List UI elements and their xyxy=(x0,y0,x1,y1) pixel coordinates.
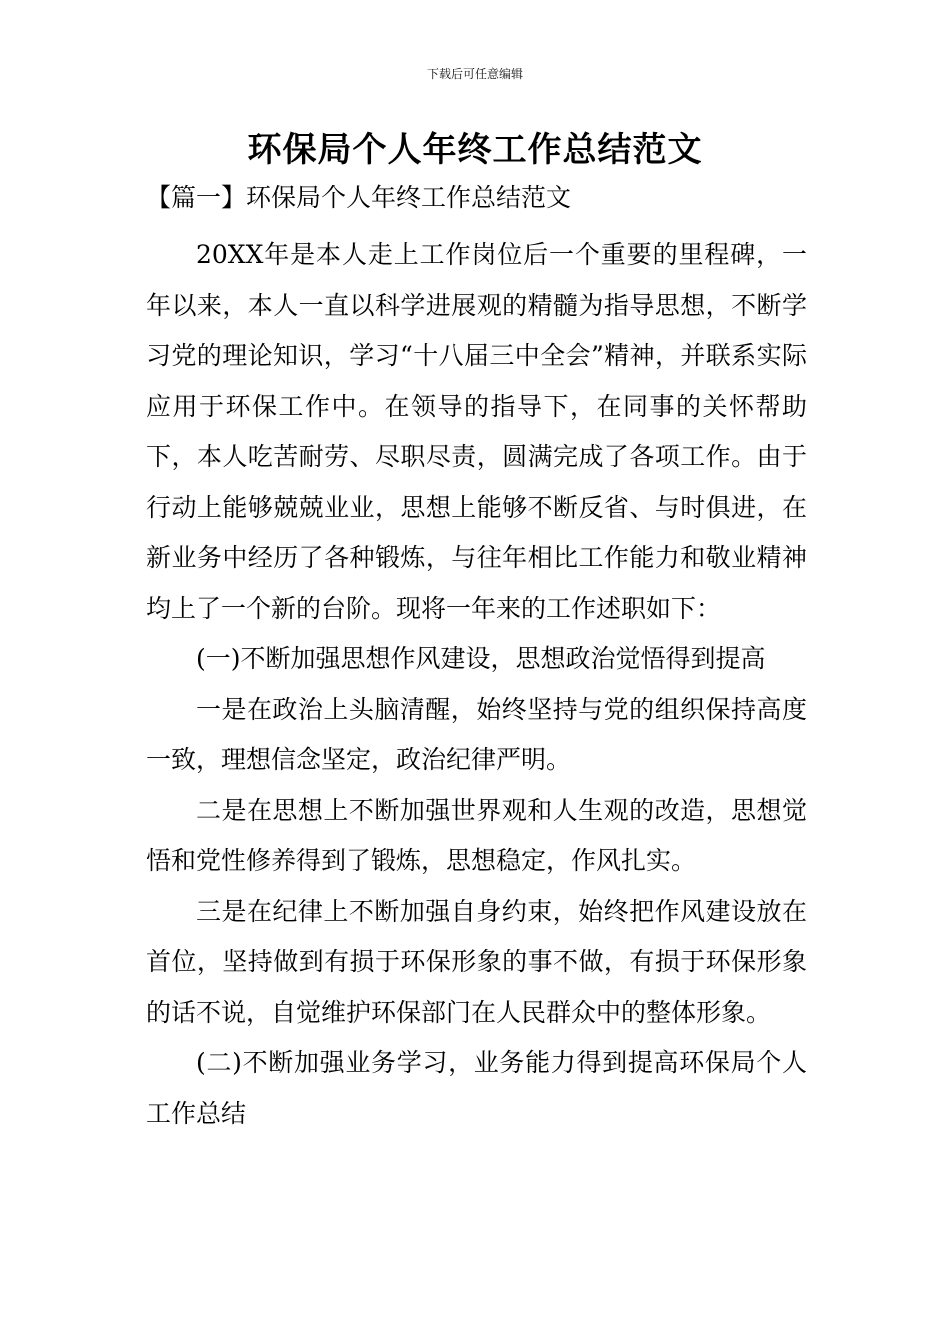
paragraph-point-2: 二是在思想上不断加强世界观和人生观的改造，思想觉悟和党性修养得到了锻炼，思想稳定，作风扎实。 xyxy=(146,795,807,875)
section-heading: 【篇一】环保局个人年终工作总结范文 xyxy=(146,183,572,212)
paragraph-intro: 20XX年是本人走上工作岗位后一个重要的里程碑，一年以来，本人一直以科学进展观的精髓为指导思想，不断学习党的理论知识，学习“十八届三中全会”精神，并联系实际应用于环保工作中。在领导的指导下，在同事的关怀帮助下，本人吃苦耐劳、尽职尽责，圆满完成了各项工作。由于行动上能够兢兢业业，思想上能够不断反省、与时俱进，在新业务中经历了各种锻炼，与往年相比工作能力和敬业精神均上了一个新的台阶。现将一年来的工作述职如下： xyxy=(146,240,807,623)
paragraph-subheading-1: (一)不断加强思想作风建设，思想政治觉悟得到提高 xyxy=(196,644,766,673)
body-text xyxy=(146,230,807,1139)
paragraph-point-3: 三是在纪律上不断加强自身约束，始终把作风建设放在首位，坚持做到有损于环保形象的事不做，有损于环保形象的话不说，自觉维护环保部门在人民群众中的整体形象。 xyxy=(146,896,807,1027)
paragraph-point-1: 一是在政治上头脑清醒，始终坚持与党的组织保持高度一致，理想信念坚定，政治纪律严明。 xyxy=(146,694,807,774)
document-title: 环保局个人年终工作总结范文 xyxy=(247,130,703,170)
header-note: 下载后可任意编辑 xyxy=(426,67,523,81)
paragraph-subheading-2: (二)不断加强业务学习，业务能力得到提高环保局个人工作总结 xyxy=(146,1048,807,1128)
